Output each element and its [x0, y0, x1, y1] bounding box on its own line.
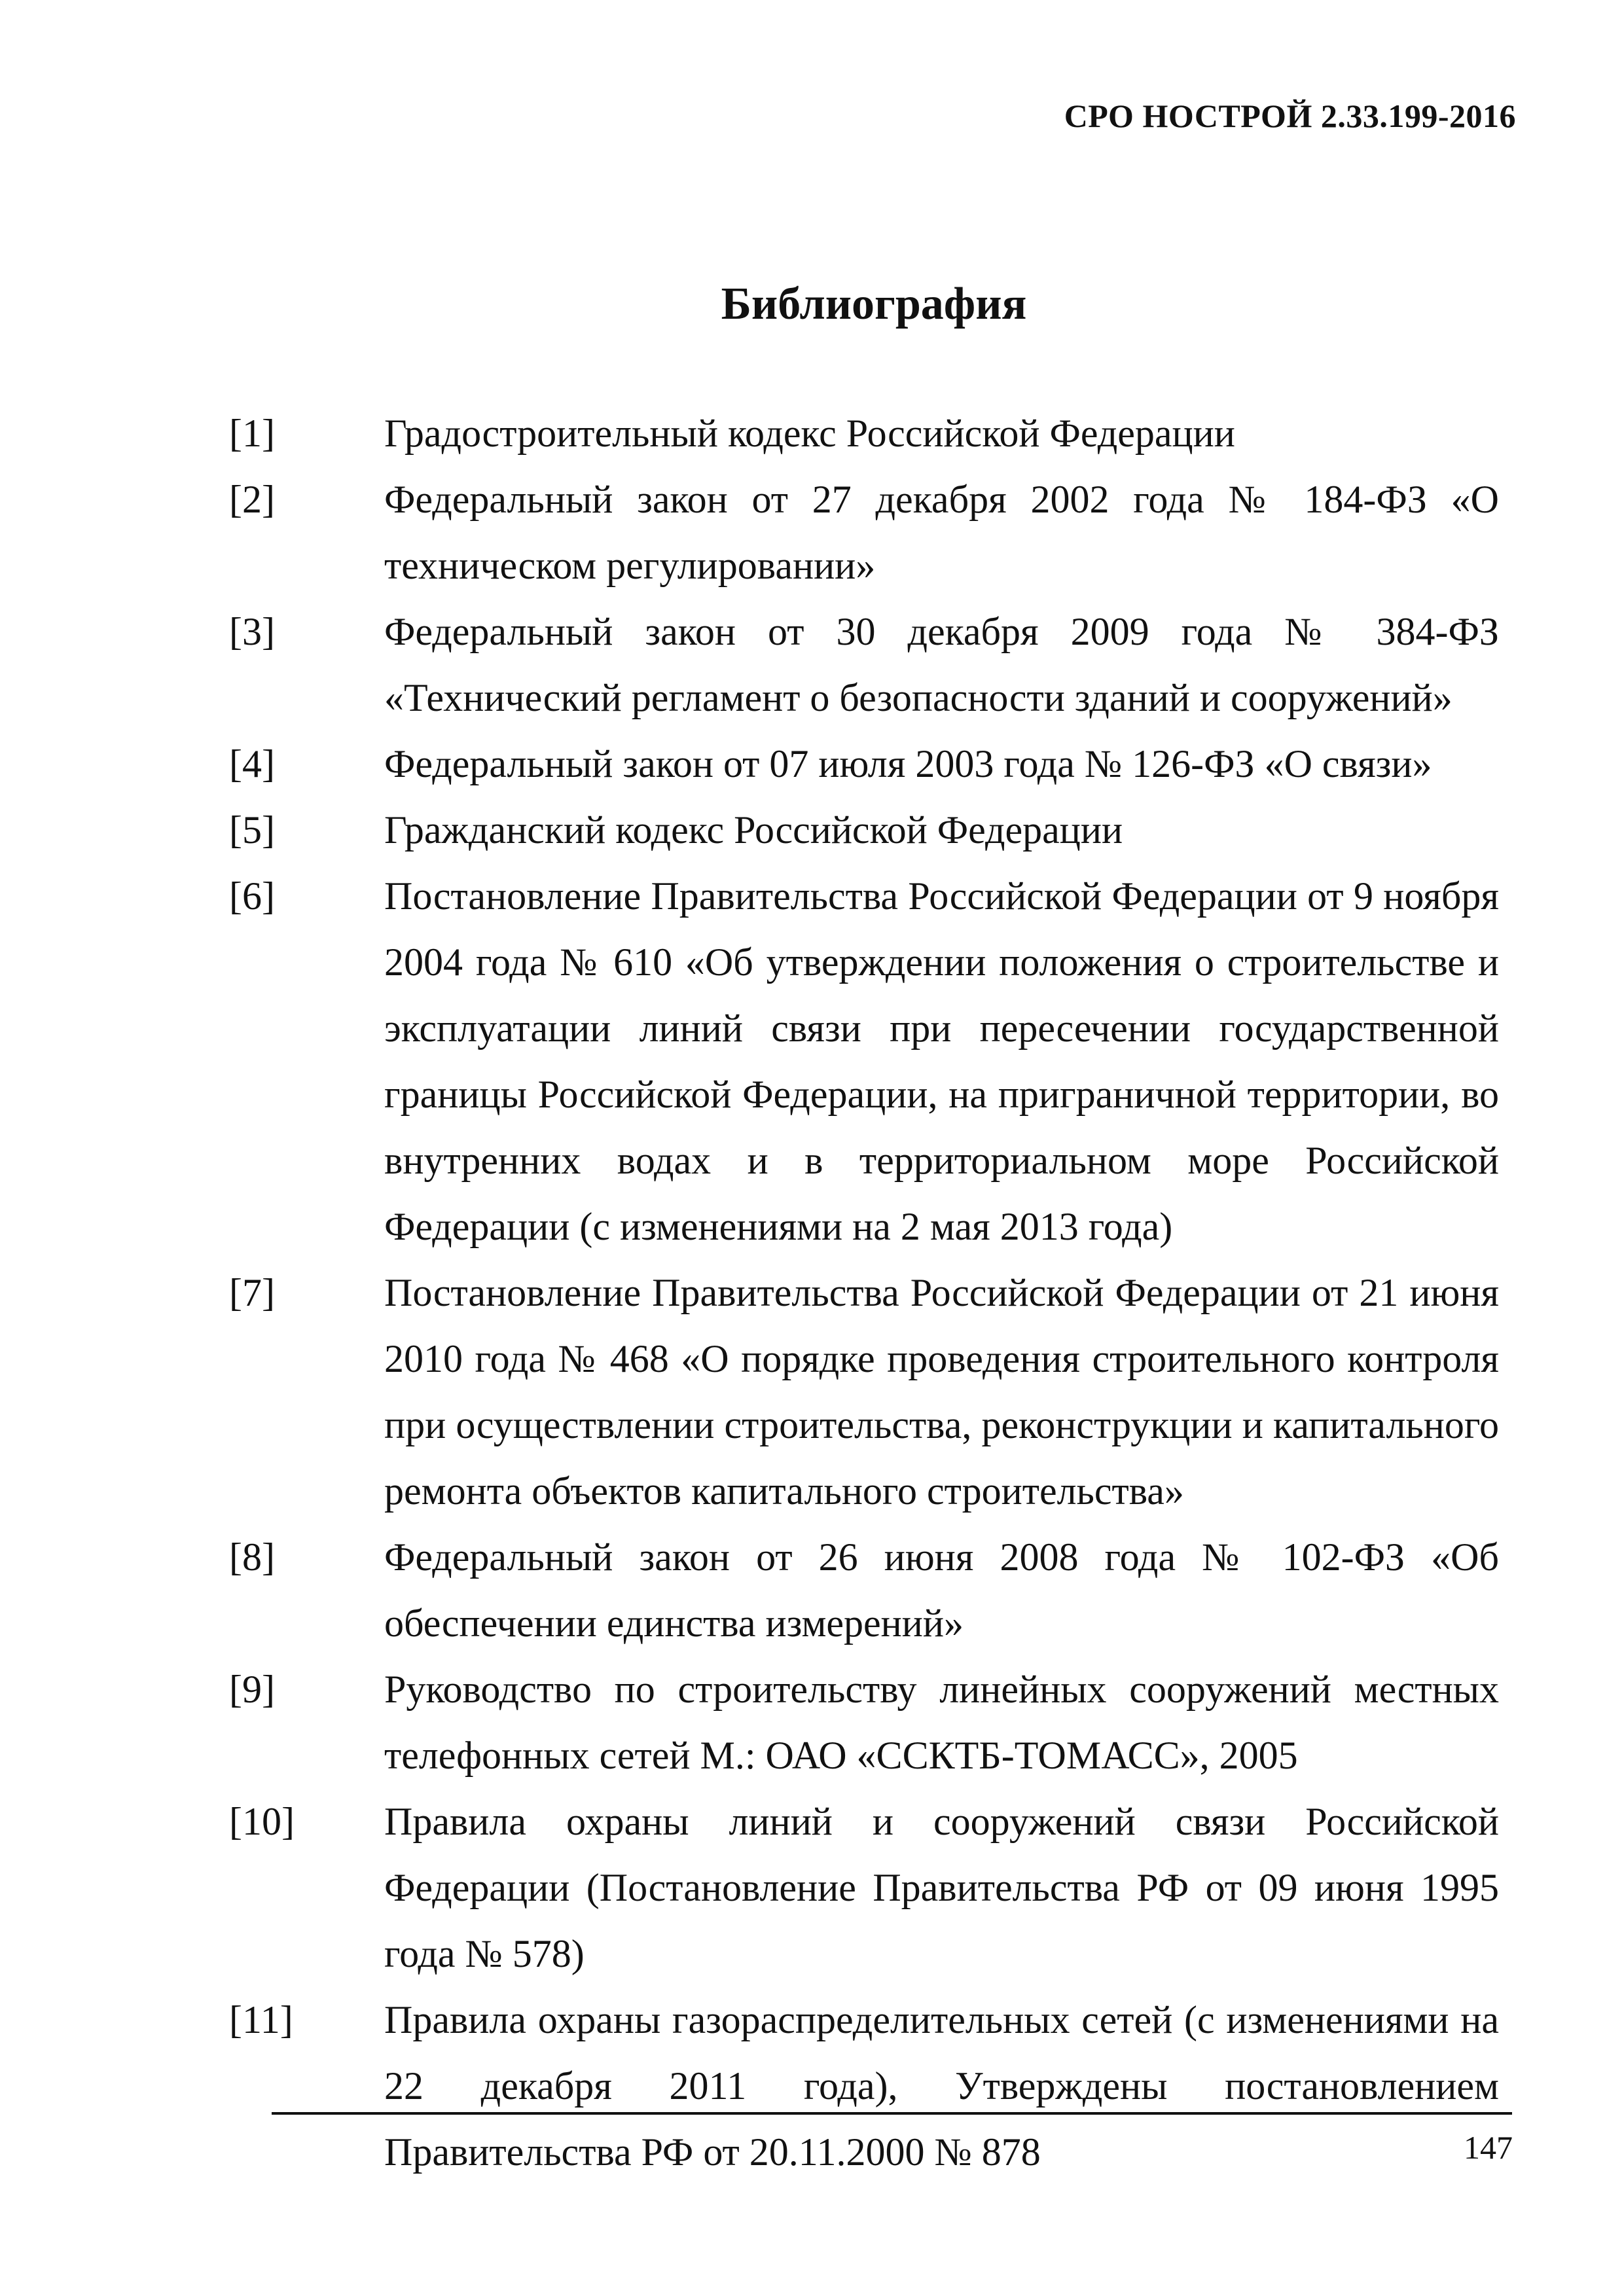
entry-number: [9] [229, 1668, 275, 1711]
bibliography-entry [229, 797, 1499, 863]
bibliography-entry [229, 401, 1499, 467]
entry-number: [10] [229, 1800, 295, 1843]
entry-text: Постановление Правительства Российской Федерации от 9 ноября 2004 года № 610 «Об утверждении положения о строительстве и эксплуатации линий связи при пересечении государственной границы Российской Федерации, на приграничной территории, во внутренних водах и в территориальном море Российской Федерации (с изменениями на 2 мая 2013 года) [384, 874, 1499, 1248]
bibliography-entry [229, 1260, 1499, 1524]
bibliography-entry [229, 1657, 1499, 1789]
entry-text: Федеральный закон от 27 декабря 2002 года № 184-ФЗ «О техническом регулировании» [384, 478, 1499, 587]
entry-number: [8] [229, 1535, 275, 1579]
document-code: СРО НОСТРОЙ 2.33.199-2016 [1064, 98, 1516, 134]
bibliography-entry [229, 1789, 1499, 1987]
entry-number: [2] [229, 478, 275, 521]
entry-number: [6] [229, 874, 275, 918]
entry-text: Руководство по строительству линейных сооружений местных телефонных сетей М.: ОАО «ССКТБ-ТОМАСС», 2005 [384, 1668, 1499, 1777]
footer-divider [272, 2112, 1512, 2115]
bibliography-entry [229, 467, 1499, 599]
entry-text: Правила охраны линий и сооружений связи Российской Федерации (Постановление Правительства РФ от 09 июня 1995 года № 578) [384, 1800, 1499, 1975]
entry-text: Федеральный закон от 30 декабря 2009 года № 384-ФЗ «Технический регламент о безопасности зданий и сооружений» [384, 610, 1499, 719]
entry-number: [4] [229, 742, 275, 785]
entry-text: Федеральный закон от 07 июля 2003 года № 126-ФЗ «О связи» [384, 742, 1432, 785]
entry-text: Правила охраны газораспределительных сетей (с изменениями на 22 декабря 2011 года), Утверждены постановлением Правительства РФ от 20.11.2000 № 878 [384, 1998, 1499, 2174]
entry-number: [3] [229, 610, 275, 653]
bibliography-entry [229, 863, 1499, 1260]
bibliography-entry [229, 1524, 1499, 1657]
bibliography-entry [229, 1987, 1499, 2185]
entry-text: Градостроительный кодекс Российской Федерации [384, 412, 1235, 455]
entry-text: Постановление Правительства Российской Федерации от 21 июня 2010 года № 468 «О порядке проведения строительного контроля при осуществлении строительства, реконструкции и капитального ремонта объектов капитального строительства» [384, 1271, 1499, 1513]
entry-number: [5] [229, 808, 275, 852]
entry-text: Гражданский кодекс Российской Федерации [384, 808, 1123, 852]
entry-number: [11] [229, 1998, 293, 2041]
page-number: 147 [1464, 2129, 1513, 2166]
bibliography-entry [229, 731, 1499, 797]
entry-number: [7] [229, 1271, 275, 1314]
entry-text: Федеральный закон от 26 июня 2008 года № 102-ФЗ «Об обеспечении единства измерений» [384, 1535, 1499, 1645]
bibliography-title: Библиография [721, 279, 1027, 329]
bibliography-list [229, 401, 1499, 2185]
entry-number: [1] [229, 412, 275, 455]
bibliography-entry [229, 599, 1499, 731]
